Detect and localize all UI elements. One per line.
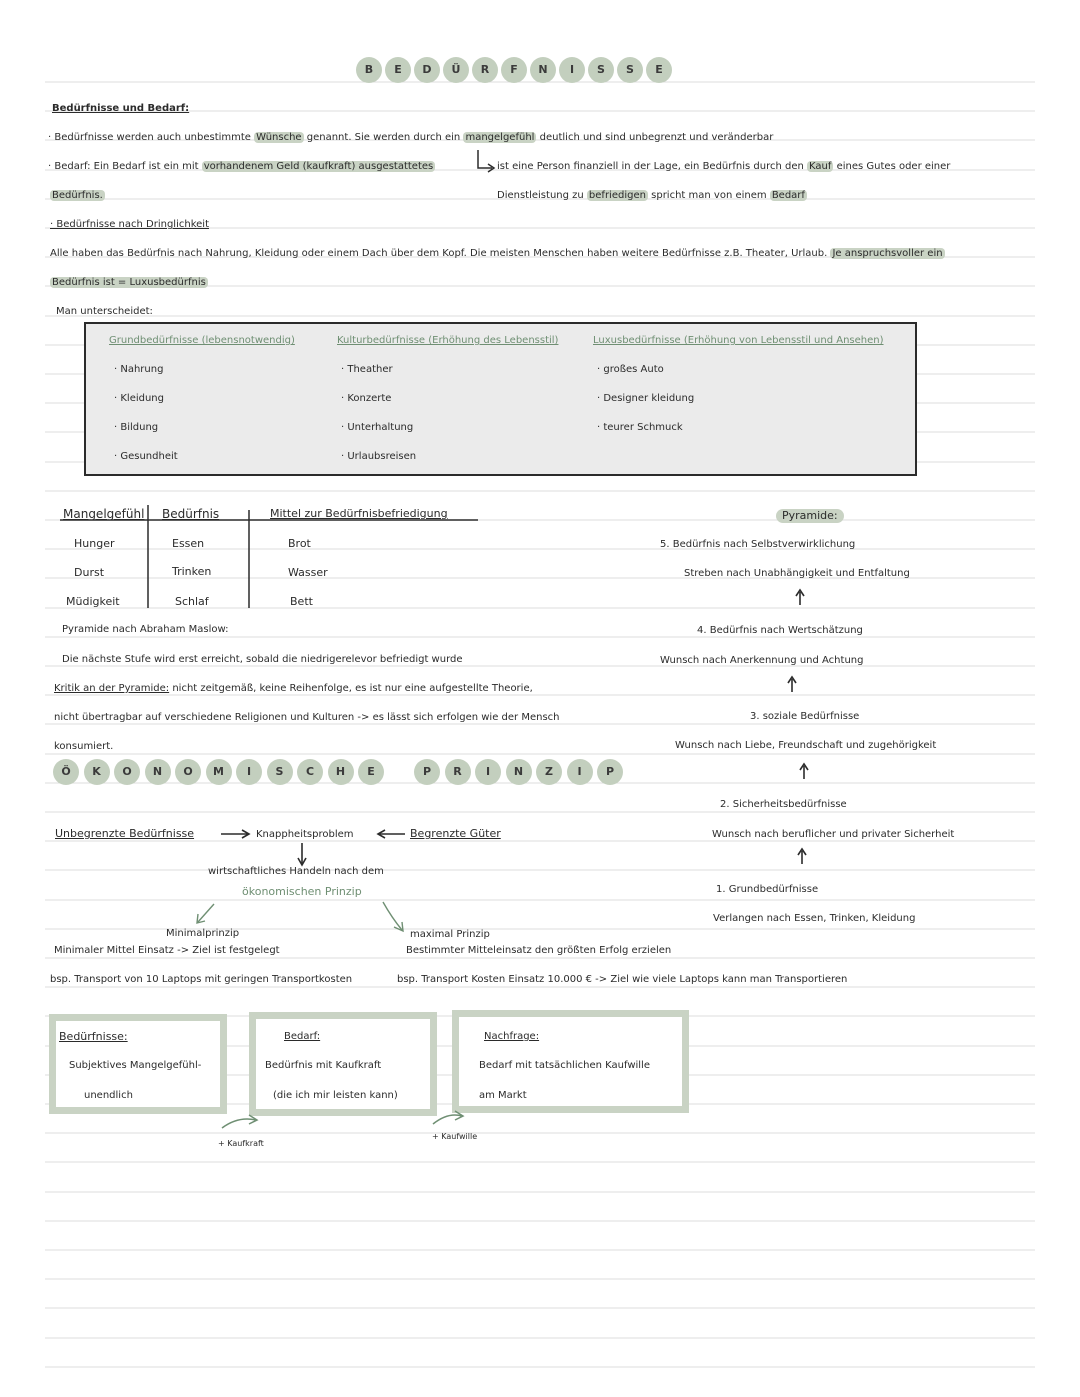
- pyramid-desc-5: Streben nach Unabhängigkeit und Entfaltung: [684, 568, 910, 579]
- category-item: · Nahrung: [114, 364, 164, 375]
- pyramid-desc-3: Wunsch nach Liebe, Freundschaft und zugehörigkeit: [675, 740, 937, 751]
- bedarf-explanation-2: Dienstleistung zu befriedigen spricht man von einem Bedarf: [497, 190, 805, 201]
- title-letter: E: [358, 759, 384, 785]
- category-item: · Theather: [341, 364, 393, 375]
- minimalprinzip-example: bsp. Transport von 10 Laptops mit geringen Transportkosten: [50, 974, 353, 985]
- unbegrenzte-beduerfnisse: Unbegrenzte Bedürfnisse: [55, 827, 195, 840]
- category-item: · großes Auto: [597, 364, 664, 375]
- man-unterscheidet: Man unterscheidet:: [56, 306, 153, 317]
- title-letter: Ü: [443, 57, 469, 83]
- pyramid-title: Pyramide:: [776, 509, 844, 523]
- title-letter: I: [475, 759, 501, 785]
- title-letter: P: [597, 759, 623, 785]
- maslow-heading: Pyramide nach Abraham Maslow:: [62, 624, 229, 635]
- wirtschaftliches-handeln: wirtschaftliches Handeln nach dem: [208, 866, 384, 877]
- category-item: · Kleidung: [114, 393, 164, 404]
- title-letter: I: [559, 57, 585, 83]
- title-letter: N: [530, 57, 556, 83]
- oekonomisches-prinzip: ökonomischen Prinzip: [242, 885, 362, 898]
- table-cell: Brot: [288, 537, 311, 550]
- title-letter: Ö: [53, 759, 79, 785]
- bullet-wuensche: · Bedürfnisse werden auch unbestimmte Wünsche genannt. Sie werden durch ein mangelgefühl deutlich und sind unbegrenzt und veränderbar: [48, 132, 774, 143]
- title-letter: H: [328, 759, 354, 785]
- title-letter: K: [84, 759, 110, 785]
- box-title: Bedürfnisse:: [59, 1030, 128, 1043]
- category-item: · Designer kleidung: [597, 393, 695, 404]
- section-heading: Bedürfnisse und Bedarf:: [52, 103, 190, 114]
- para-alle: Alle haben das Bedürfnis nach Nahrung, Kleidung oder einem Dach über dem Kopf. Die meisten Menschen haben weitere Bedürfnisse z.B. Theater, Urlaub. Je anspruchsvoller ein: [50, 248, 943, 259]
- title-letter: M: [206, 759, 232, 785]
- table-header: Mittel zur Bedürfnisbefriedigung: [270, 507, 448, 520]
- pyramid-desc-2: Wunsch nach beruflicher und privater Sicherheit: [712, 829, 955, 840]
- category-item: · teurer Schmuck: [597, 422, 683, 433]
- title-letter: F: [501, 57, 527, 83]
- title-letter: I: [567, 759, 593, 785]
- table-header: Mangelgefühl: [63, 507, 145, 521]
- box-line: unendlich: [84, 1090, 133, 1101]
- maximalprinzip-text: Bestimmter Mitteleinsatz den größten Erfolg erzielen: [406, 945, 672, 956]
- title-letter: E: [646, 57, 672, 83]
- category-title: Luxusbedürfnisse (Erhöhung von Lebensstil und Ansehen): [593, 335, 884, 346]
- pyramid-level-4: 4. Bedürfnis nach Wertschätzung: [697, 625, 863, 636]
- box-title: Bedarf:: [284, 1031, 321, 1042]
- table-cell: Müdigkeit: [66, 595, 120, 608]
- title-letter: N: [145, 759, 171, 785]
- box-title: Nachfrage:: [484, 1031, 540, 1042]
- table-cell: Trinken: [172, 565, 212, 578]
- category-item: · Gesundheit: [114, 451, 178, 462]
- title-letter: R: [445, 759, 471, 785]
- pyramid-level-3: 3. soziale Bedürfnisse: [750, 711, 860, 722]
- bedarf-explanation: ist eine Person finanziell in der Lage, ein Bedürfnis durch den Kauf eines Gutes oder einer: [497, 161, 951, 172]
- maslow-line3: nicht übertragbar auf verschiedene Religionen und Kulturen -> es lässt sich erfolgen wie der Mensch: [54, 712, 560, 723]
- pyramid-level-1: 1. Grundbedürfnisse: [716, 884, 819, 895]
- pyramid-level-5: 5. Bedürfnis nach Selbstverwirklichung: [660, 539, 856, 550]
- maslow-critique: Kritik an der Pyramide: nicht zeitgemäß, keine Reihenfolge, es ist nur eine aufgestellte Theorie,: [54, 683, 533, 694]
- bullet-dringlichkeit: · Bedürfnisse nach Dringlichkeit: [50, 219, 209, 230]
- knappheitsproblem: Knappheitsproblem: [256, 829, 354, 840]
- table-cell: Bett: [290, 595, 313, 608]
- category-item: · Konzerte: [341, 393, 392, 404]
- table-cell: Durst: [74, 566, 105, 579]
- box-line: Bedarf mit tatsächlichen Kaufwille: [479, 1060, 650, 1071]
- title-letter: O: [114, 759, 140, 785]
- bullet-bedarf: · Bedarf: Ein Bedarf ist ein mit vorhandenem Geld (kaufkraft) ausgestattetes: [48, 161, 434, 172]
- title-letter: S: [267, 759, 293, 785]
- title-letter: I: [236, 759, 262, 785]
- title-letter: E: [385, 57, 411, 83]
- maximalprinzip-example: bsp. Transport Kosten Einsatz 10.000 € -> Ziel wie viele Laptops kann man Transportieren: [397, 974, 848, 985]
- arrow-label-kaufkraft: + Kaufkraft: [218, 1139, 264, 1148]
- category-item: · Bildung: [114, 422, 159, 433]
- title-letter: Z: [536, 759, 562, 785]
- arrow-label-kaufwille: + Kaufwille: [432, 1132, 478, 1141]
- maximalprinzip-title: maximal Prinzip: [410, 929, 490, 940]
- table-header: Bedürfnis: [162, 507, 220, 521]
- title-letter: N: [506, 759, 532, 785]
- table-cell: Hunger: [74, 537, 115, 550]
- minimalprinzip-title: Minimalprinzip: [166, 928, 240, 939]
- title-letter: S: [588, 57, 614, 83]
- table-cell: Wasser: [288, 566, 328, 579]
- title-letter: R: [472, 57, 498, 83]
- maslow-line1: Die nächste Stufe wird erst erreicht, sobald die niedrigerelevor befriedigt wurde: [62, 654, 463, 665]
- category-item: · Unterhaltung: [341, 422, 414, 433]
- para-luxus: Bedürfnis ist = Luxusbedürfnis: [52, 277, 206, 288]
- title-letter: D: [414, 57, 440, 83]
- title-letter: S: [617, 57, 643, 83]
- table-cell: Schlaf: [175, 595, 209, 608]
- category-item: · Urlaubsreisen: [341, 451, 417, 462]
- category-title: Grundbedürfnisse (lebensnotwendig): [109, 335, 295, 346]
- pyramid-desc-1: Verlangen nach Essen, Trinken, Kleidung: [713, 913, 916, 924]
- title-letter: O: [175, 759, 201, 785]
- title-letter: P: [414, 759, 440, 785]
- box-line: Subjektives Mangelgefühl-: [69, 1060, 202, 1071]
- maslow-line4: konsumiert.: [54, 741, 114, 752]
- bullet-bedarf-end: Bedürfnis.: [52, 190, 103, 201]
- title-letter: C: [297, 759, 323, 785]
- pyramid-level-2: 2. Sicherheitsbedürfnisse: [720, 799, 847, 810]
- box-line: am Markt: [479, 1090, 527, 1101]
- pyramid-desc-4: Wunsch nach Anerkennung und Achtung: [660, 655, 864, 666]
- begrenzte-gueter: Begrenzte Güter: [410, 827, 501, 840]
- category-title: Kulturbedürfnisse (Erhöhung des Lebensstil): [337, 335, 559, 346]
- box-line: Bedürfnis mit Kaufkraft: [265, 1060, 382, 1071]
- table-cell: Essen: [172, 537, 205, 550]
- box-line: (die ich mir leisten kann): [273, 1090, 398, 1101]
- title-letter: B: [356, 57, 382, 83]
- minimalprinzip-text: Minimaler Mittel Einsatz -> Ziel ist festgelegt: [54, 945, 280, 956]
